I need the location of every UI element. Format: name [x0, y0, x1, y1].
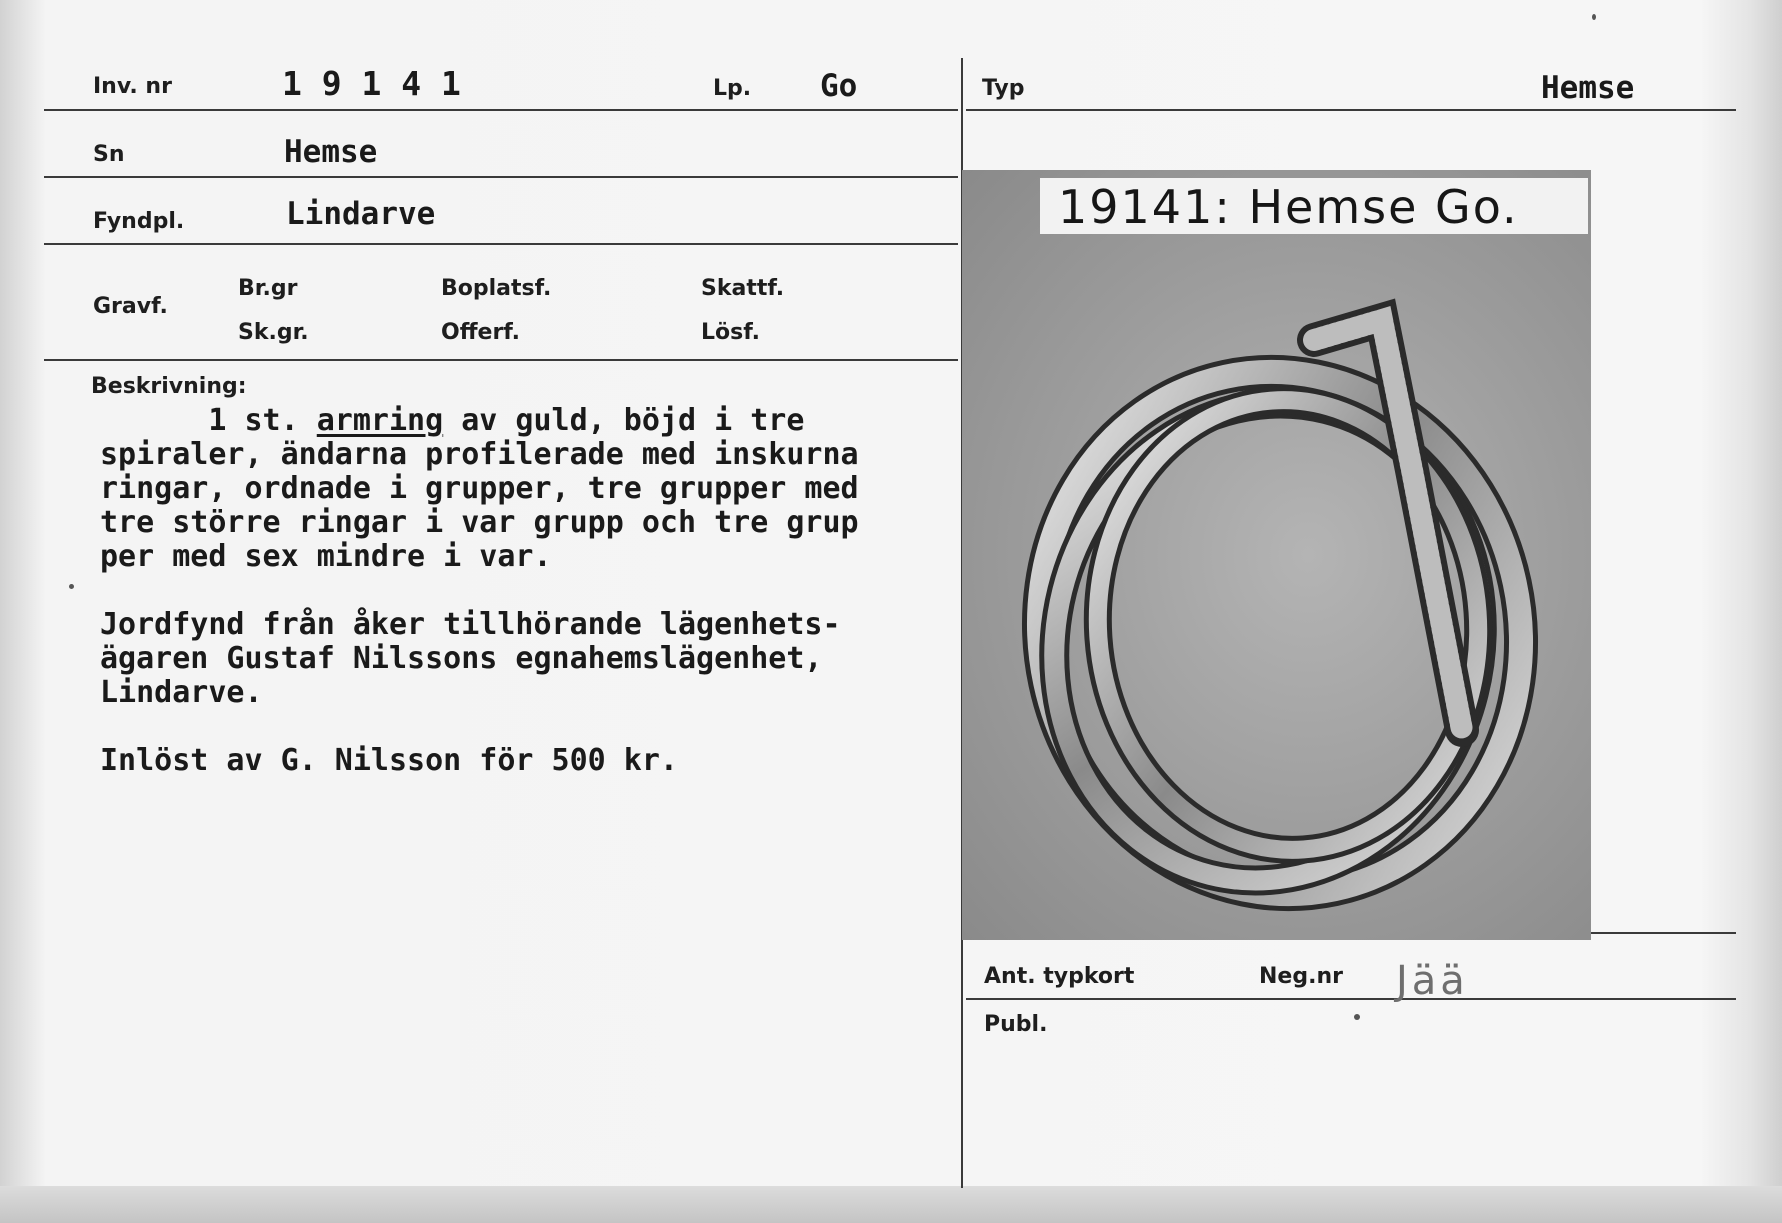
fyndpl-label: Fyndpl. — [93, 209, 185, 234]
skattf-label: Skattf. — [701, 276, 785, 301]
ink-dot — [1354, 1014, 1360, 1020]
skgr-label: Sk.gr. — [238, 320, 309, 345]
description-text — [100, 404, 962, 778]
card-shadow — [0, 1186, 1782, 1223]
inv-value: 1 9 1 4 1 — [282, 64, 461, 103]
lp-label: Lp. — [713, 76, 752, 101]
rule-row2 — [44, 176, 958, 178]
neg-nr-stamp: Jää — [1396, 958, 1469, 1004]
gravf-label: Gravf. — [93, 294, 168, 319]
underlined-word: armring — [316, 404, 444, 438]
redemption-line: Inlöst av G. Nilsson för 500 kr. — [100, 743, 678, 778]
fyndpl-value: Lindarve — [286, 196, 436, 232]
sn-label: Sn — [93, 142, 125, 167]
description-label: Beskrivning: — [91, 374, 247, 399]
neg-nr-label: Neg.nr — [1259, 964, 1343, 989]
description-line: per med sex mindre i var. — [100, 539, 552, 574]
sn-value: Hemse — [284, 134, 378, 170]
typ-label: Typ — [982, 76, 1025, 101]
typ-value: Hemse — [1541, 70, 1635, 106]
rule-row1-left — [44, 109, 958, 111]
spiral-armring-image — [962, 170, 1591, 940]
rule-footer2 — [966, 998, 1736, 1000]
artifact-photo — [962, 170, 1591, 940]
find-line: ägaren Gustaf Nilssons egnahemslägenhet, — [100, 641, 823, 676]
publ-label: Publ. — [984, 1012, 1048, 1037]
offerf-label: Offerf. — [441, 320, 521, 345]
brgr-label: Br.gr — [238, 276, 298, 301]
find-line: Lindarve. — [100, 675, 263, 710]
lp-value: Go — [820, 68, 858, 104]
rule-row1-right — [966, 109, 1736, 111]
losf-label: Lösf. — [701, 320, 760, 345]
find-line: Jordfynd från åker tillhörande lägenhets- — [100, 607, 841, 642]
photo-caption: 19141: Hemse Go. — [1058, 180, 1519, 234]
description-line: ringar, ordnade i grupper, tre grupper med — [100, 471, 859, 506]
description-line: tre större ringar i var grupp och tre grup — [100, 505, 859, 540]
boplatsf-label: Boplatsf. — [441, 276, 552, 301]
ink-dot — [69, 584, 74, 589]
description-line-1: 1 st. armring av guld, böjd i tre — [100, 404, 805, 438]
inv-label: Inv. nr — [93, 74, 172, 99]
ant-typkort-label: Ant. typkort — [984, 964, 1135, 989]
rule-row4 — [44, 359, 958, 361]
rule-row3 — [44, 243, 958, 245]
description-line: spiraler, ändarna profilerade med inskurna — [100, 437, 859, 472]
ink-dot — [1592, 14, 1596, 20]
